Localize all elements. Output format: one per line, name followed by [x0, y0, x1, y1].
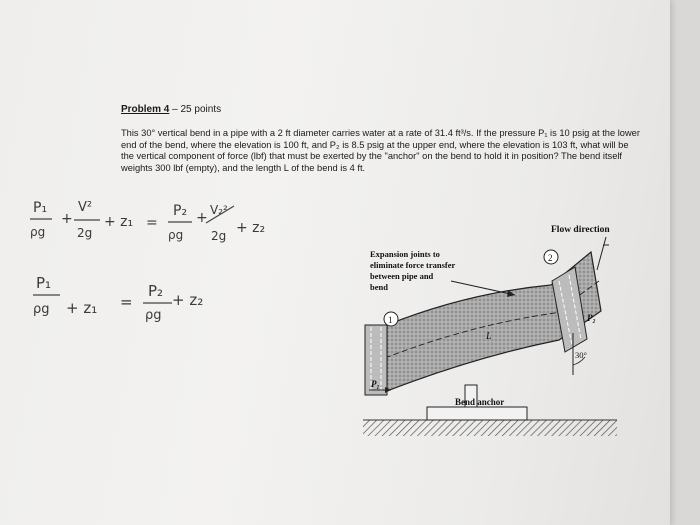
eq1-p1-num: P₁ [33, 200, 48, 216]
length-label: L [486, 331, 492, 342]
eq2-p2-num: P₂ [148, 282, 164, 300]
flow-direction-label: Flow direction [551, 225, 610, 235]
eq1-plus-z1: + z₁ [104, 214, 134, 230]
p1-label: P₁ [371, 379, 380, 389]
eq2-p1-num: P₁ [36, 274, 52, 292]
expansion-label-line3: between pipe and [370, 271, 434, 281]
eq1-plus-z2: + z₂ [236, 220, 266, 236]
eq1-plus-2: + [196, 210, 208, 226]
eq1-equals: = [146, 215, 158, 231]
eq2-plus-z2: + z₂ [172, 291, 204, 309]
eq2-p2-den: ρg [145, 308, 162, 323]
angle-label: 30° [575, 350, 587, 360]
eq1-p2-den: ρg [168, 228, 184, 242]
eq1-p2-num: P₂ [173, 203, 188, 219]
problem-label: Problem 4 [121, 104, 170, 115]
problem-body: This 30° vertical bend in a pipe with a 2 ft diameter carries water at a rate of 31.4 ft³/s. If the pressure P₁ is 10 psig at the lower end of the bend, where the elevation is 100 ft, and P₂ is 8.5 psig at the upper end, where the elevation is 103 ft, what will be the vertical component of force (lbf) that must be exerted by the "anchor" on the bend to hold it in position? The bend itself weights 300 lbf (empty), and the length L of the bend is 4 ft. [121, 128, 640, 173]
eq2-plus-z1: + z₁ [66, 299, 98, 317]
p2-label: P₂ [587, 313, 596, 323]
handwritten-equation-1 [30, 200, 265, 243]
eq1-v1-den: 2g [77, 226, 93, 240]
handwritten-equation-2 [33, 274, 203, 323]
eq1-plus-1: + [61, 211, 73, 227]
eq1-v2-num: V₂² [210, 203, 228, 217]
bend-anchor-label: Bend anchor [455, 397, 505, 407]
pipe-bend-diagram [355, 215, 617, 445]
leader-line [451, 281, 515, 295]
expansion-label-line1: Expansion joints to [370, 249, 440, 259]
node-1-label: 1 [388, 315, 393, 325]
eq1-v1-num: V² [78, 200, 93, 215]
bend-anchor-block [427, 407, 527, 420]
eq1-v2-den: 2g [211, 229, 227, 243]
eq2-equals: = [120, 293, 133, 311]
handwritten-work [0, 0, 360, 340]
ground-hatch [363, 420, 617, 436]
expansion-label-line2: eliminate force transfer [370, 260, 456, 270]
eq1-p1-den: ρg [30, 225, 46, 239]
eq2-p1-den: ρg [33, 302, 50, 317]
expansion-label-line4: bend [370, 282, 388, 292]
node-2-label: 2 [548, 253, 553, 263]
problem-points: – 25 points [169, 104, 222, 115]
flow-arrow [597, 237, 606, 270]
